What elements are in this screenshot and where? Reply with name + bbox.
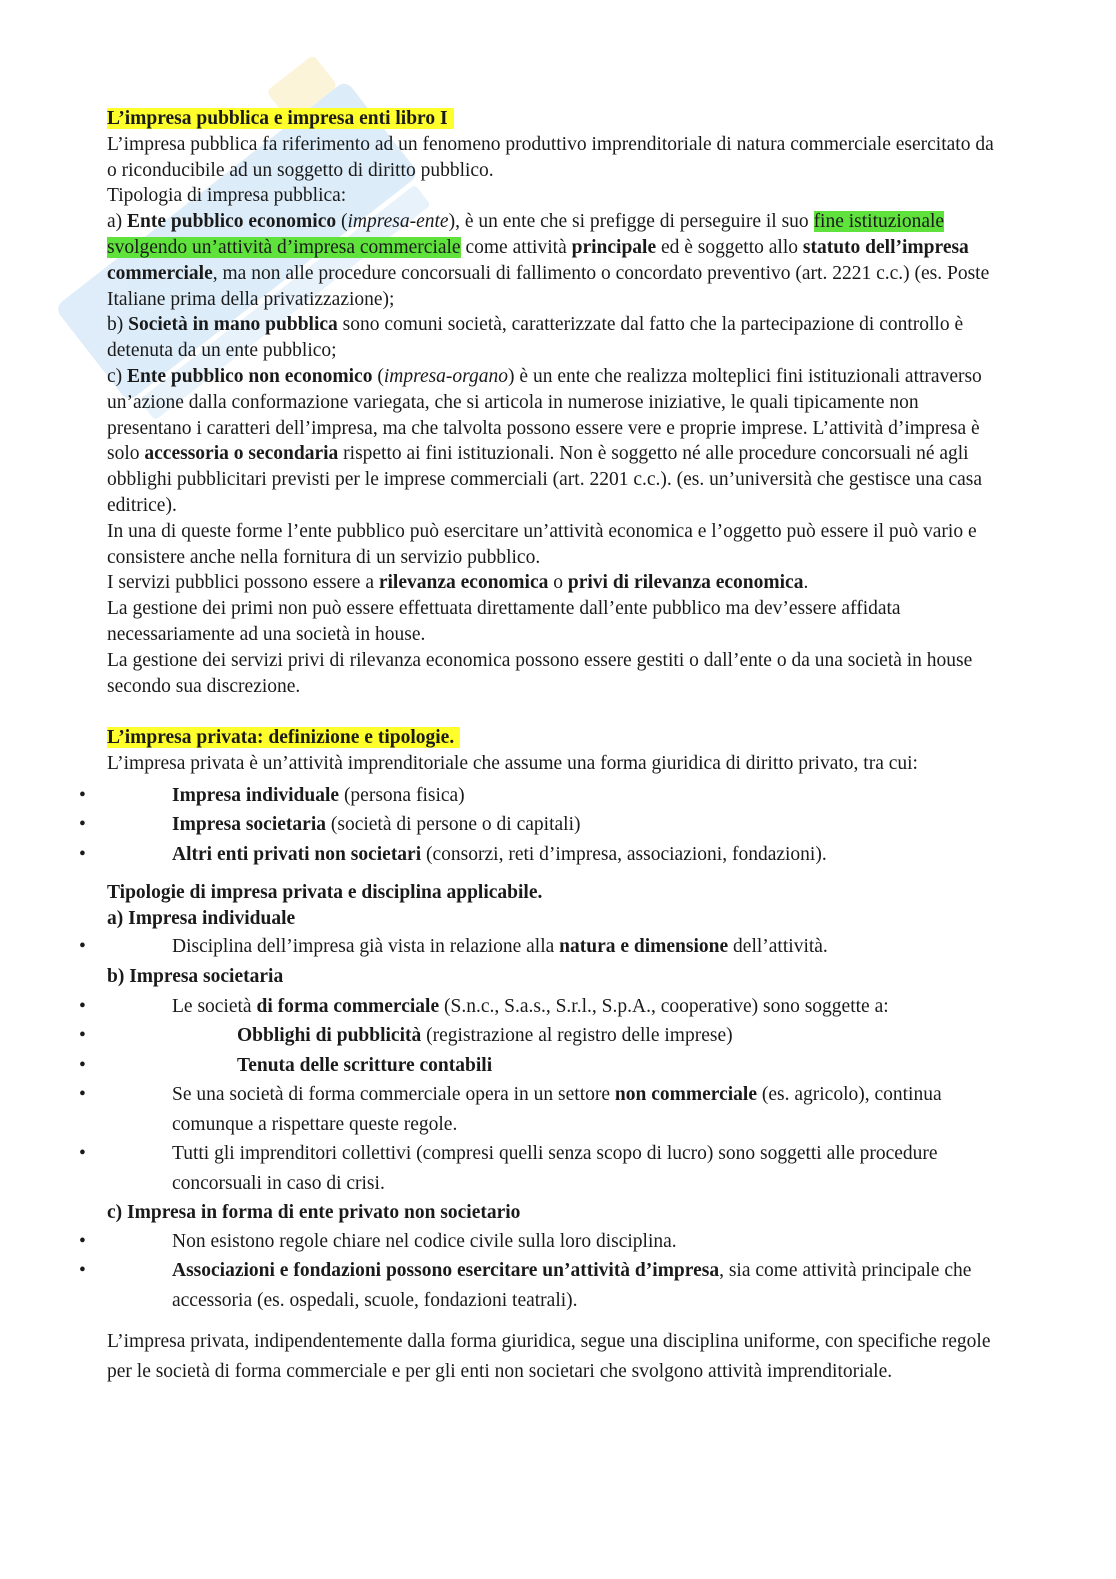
heading-b-impresa-societaria: b) Impresa societaria (107, 965, 284, 987)
paragraph-closing: L’impresa privata, indipendentemente dalla forma giuridica, segue una disciplina uniforme, con specifiche regole per le società di forma commerciale e per gli enti non societari che svolgono attività imprenditoriale. (107, 1331, 991, 1382)
paragraph-intro-pubblica: L’impresa pubblica fa riferimento ad un fenomeno produttivo imprenditoriale di natura commerciale esercitato da o riconducibile ad un soggetto di diritto pubblico. (107, 133, 994, 181)
item-c-ente-pubblico-non-economico: c) Ente pubblico non economico (impresa-organo) è un ente che realizza molteplici fini istituzionali attraverso un’azione dalla conformazione variegata, che si articola in numerose iniziative, le quali tipicamente non presentano i caratteri dell’impresa, ma che talvolta possono essere vere e proprie imprese. L’attività d’impresa è solo accessoria o secondaria rispetto ai fini istituzionali. Non è soggetto né alle procedure concorsuali né agli obblighi pubblicitari previsti per le imprese commerciali (art. 2201 c.c.). (es. un’università che gestisce una casa editrice). (107, 365, 983, 516)
list-item: • Impresa individuale (persona fisica) (107, 781, 1007, 811)
list-item: • Impresa societaria (società di persone o di capitali) (107, 810, 1007, 840)
section-title-impresa-privata: L’impresa privata: definizione e tipologie. (107, 725, 1007, 751)
green-highlight: fine istituzionale svolgendo un’attività d’impresa commerciale (107, 211, 945, 258)
list-b (107, 992, 1007, 1199)
heading-a-impresa-individuale: a) Impresa individuale (107, 908, 296, 930)
section-title-impresa-pubblica: L’impresa pubblica e impresa enti libro I (107, 106, 1007, 132)
list-item: • Tenuta delle scritture contabili (107, 1051, 1007, 1081)
list-item: • Se una società di forma commerciale opera in un settore non commerciale (es. agricolo), continua comunque a rispettare queste regole. (107, 1080, 1007, 1139)
paragraph-servizi-pubblici: I servizi pubblici possono essere a rilevanza economica o privi di rilevanza economica. (107, 572, 809, 594)
list-item: • Disciplina dell’impresa già vista in relazione alla natura e dimensione dell’attività. (107, 932, 1007, 962)
list-item: • Altri enti privati non societari (consorzi, reti d’impresa, associazioni, fondazioni). (107, 840, 1007, 870)
heading-c-ente-privato: c) Impresa in forma di ente privato non societario (107, 1202, 521, 1224)
list-item: • Obblighi di pubblicità (registrazione al registro delle imprese) (107, 1021, 1007, 1051)
paragraph-forme: In una di queste forme l’ente pubblico può esercitare un’attività economica e l’oggetto può essere il può vario e consistere anche nella fornitura di un servizio pubblico. (107, 520, 977, 568)
list-c (107, 1228, 1007, 1315)
paragraph-gestione-privi: La gestione dei servizi privi di rilevanza economica possono essere gestiti o dall’ente o da una società in house secondo sua discrezione. (107, 649, 973, 697)
item-b-societa-in-mano-pubblica: b) Società in mano pubblica sono comuni società, caratterizzate dal fatto che la partecipazione di controllo è detenuta da un ente pubblico; (107, 314, 964, 362)
document-page (107, 106, 1007, 1386)
list-a (107, 932, 1007, 962)
list-item: • Associazioni e fondazioni possono esercitare un’attività d’impresa, sia come attività principale che accessoria (es. ospedali, scuole, fondazioni teatrali). (107, 1256, 1007, 1315)
types-list (107, 781, 1007, 870)
list-item: • Non esistono regole chiare nel codice civile sulla loro disciplina. (107, 1228, 1007, 1256)
paragraph-tipologia: Tipologia di impresa pubblica: (107, 185, 347, 207)
paragraph-gestione-primi: La gestione dei primi non può essere effettuata direttamente dall’ente pubblico ma dev’essere affidata necessariamente ad una società in house. (107, 598, 901, 645)
list-item: • Le società di forma commerciale (S.n.c., S.a.s., S.r.l., S.p.A., cooperative) sono soggette a: (107, 992, 1007, 1022)
list-item: • Tutti gli imprenditori collettivi (compresi quelli senza scopo di lucro) sono soggetti alle procedure concorsuali in caso di crisi. (107, 1139, 1007, 1198)
subsection-title: Tipologie di impresa privata e disciplina applicabile. (107, 882, 543, 904)
paragraph-intro-privata: L’impresa privata è un’attività imprenditoriale che assume una forma giuridica di diritto privato, tra cui: (107, 753, 918, 775)
item-a-ente-pubblico-economico: a) Ente pubblico economico (impresa-ente), è un ente che si prefigge di perseguire il suo fine istituzionale svolgendo un’attività d’impresa commerciale come attività principale ed è soggetto allo statuto dell’impresa commerciale, ma non alle procedure concorsuali di fallimento o concordato preventivo (art. 2221 c.c.) (es. Poste Italiane prima della privatizzazione); (107, 211, 990, 310)
